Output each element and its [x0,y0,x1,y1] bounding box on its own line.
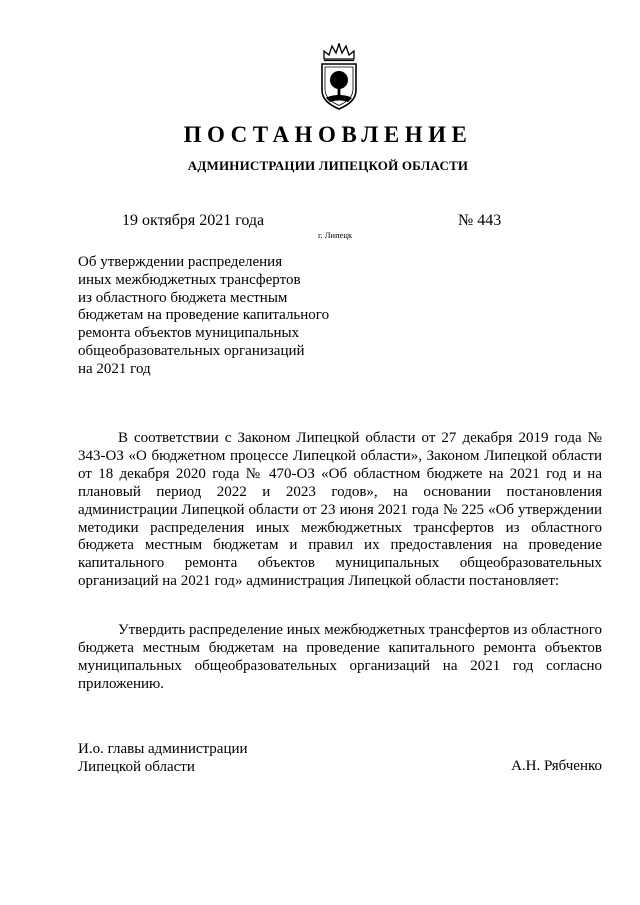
subject-line: ремонта объектов муниципальных [78,325,300,342]
resolution-paragraph: Утвердить распределение иных межбюджетных трансфертов из областного бюджета местным бюджетам на проведение капитального ремонта объектов муниципальных общеобразовательных организаций на 2021 год согласно приложению. [78,622,602,692]
document-title: ПОСТАНОВЛЕНИЕ [183,122,473,147]
subject-line: общеобразовательных организаций [78,342,305,359]
lipetsk-coat-of-arms-icon [318,43,360,111]
subject-line: на 2021 год [78,360,151,377]
document-date: 19 октября 2021 года [122,212,265,229]
signer-name: А.Н. Рябченко [511,758,602,774]
document-city: г. Липецк [318,230,353,240]
subject-line: из областного бюджета местным [78,289,288,306]
subject-line: иных межбюджетных трансфертов [78,271,301,288]
preamble-paragraph: В соответствии с Законом Липецкой области от 27 декабря 2019 года № 343-ОЗ «О бюджетном процессе Липецкой области», Законом Липецкой области от 18 декабря 2020 года № 470-ОЗ «Об областном бюджете на 2021 год и на плановый период 2022 и 2023 годов», на основании постановления администрации Липецкой области от 23 июня 2021 года № 225 «Об утверждении методики распределения иных межбюджетных трансфертов из областного бюджета местным бюджетам и правил их предоставления на проведение капитального ремонта объектов муниципальных общеобразовательных организаций на 2021 год» администрация Липецкой области постановляет: [78,430,602,590]
document-subject [78,254,348,379]
signer-position-line: И.о. главы администрации [78,741,248,757]
document-subtitle: АДМИНИСТРАЦИИ ЛИПЕЦКОЙ ОБЛАСТИ [187,158,469,173]
subject-line: Об утверждении распределения [78,254,283,270]
document-number: № 443 [458,212,502,229]
subject-line: бюджетам на проведение капитального [78,307,330,324]
signer-position-line: Липецкой области [78,759,195,775]
signer-position [78,740,248,776]
